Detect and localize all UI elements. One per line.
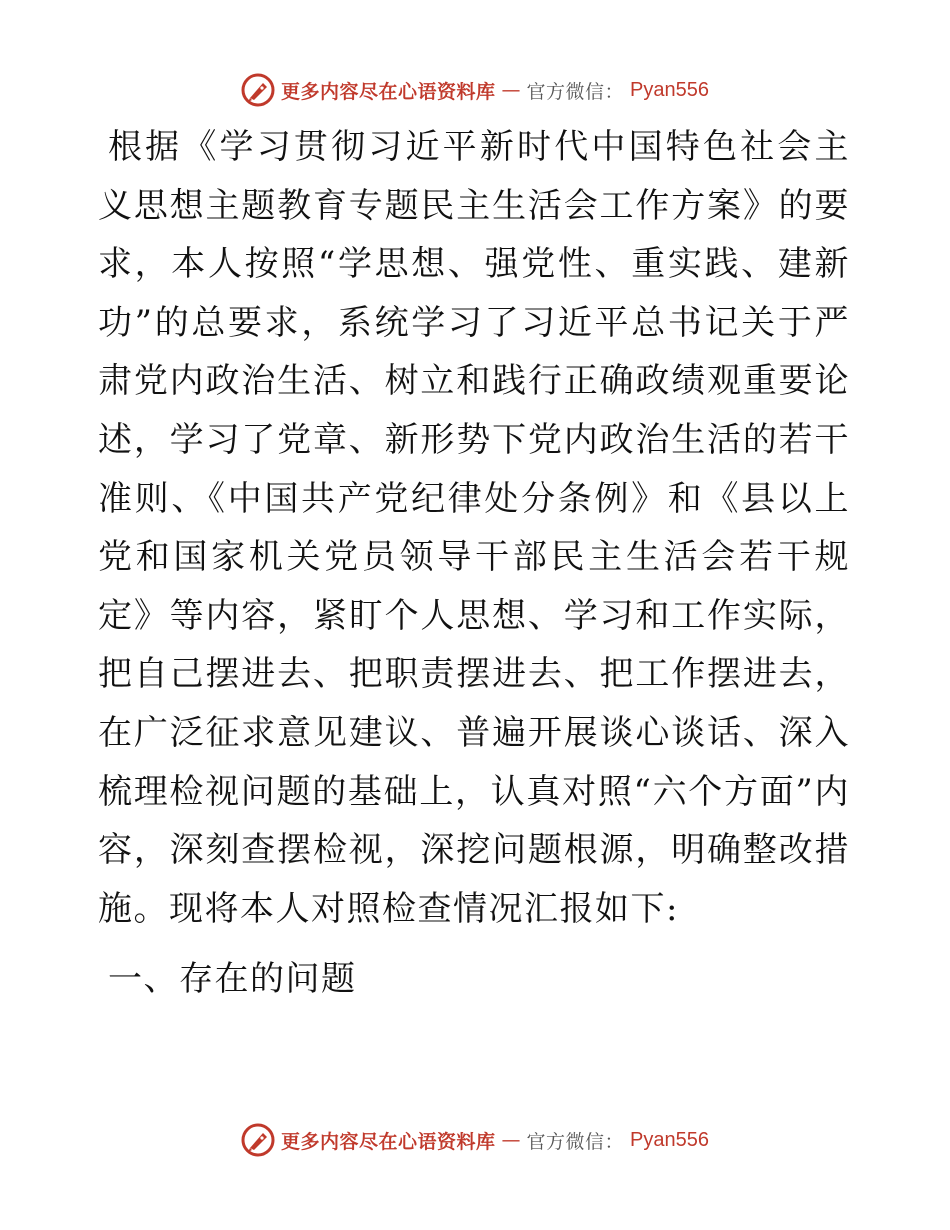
banner-separator: —: [501, 1129, 521, 1151]
pen-nib-icon: [241, 1123, 275, 1157]
banner-wechat-label: 官方微信：: [526, 1130, 625, 1153]
banner-wechat-label: 官方微信：: [526, 80, 625, 103]
body-paragraph: 根据《学习贯彻习近平新时代中国特色社会主义思想主题教育专题民主生活会工作方案》的要求，本人按照“学思想、强党性、重实践、建新功”的总要求，系统学习了习近平总书记关于严肃党内政治生活、树立和践行正确政绩观重要论述，学习了党章、新形势下党内政治生活的若干准则、《中国共产党纪律处分条例》和《县以上党和国家机关党员领导干部民主生活会若干规定》等内容，紧盯个人思想、学习和工作实际，把自己摆进去、把职责摆进去、把工作摆进去，在广泛征求意见建议、普遍开展谈心谈话、深入梳理检视问题的基础上，认真对照“六个方面”内容，深刻查摆检视，深挖问题根源，明确整改措施。现将本人对照检查情况汇报如下:: [98, 127, 850, 929]
banner-wechat-id: Pyan556: [630, 1128, 709, 1151]
banner-separator: —: [501, 79, 521, 101]
banner-wechat-id: Pyan556: [630, 78, 709, 101]
section-heading: 一、存在的问题: [108, 959, 357, 1000]
banner-site-text: 更多内容尽在心语资料库: [281, 80, 496, 103]
banner-site-text: 更多内容尽在心语资料库: [281, 1130, 496, 1153]
pen-nib-icon: [241, 73, 275, 107]
header-banner: [0, 70, 950, 110]
footer-banner: [0, 1120, 950, 1160]
document-body: [98, 118, 850, 1008]
